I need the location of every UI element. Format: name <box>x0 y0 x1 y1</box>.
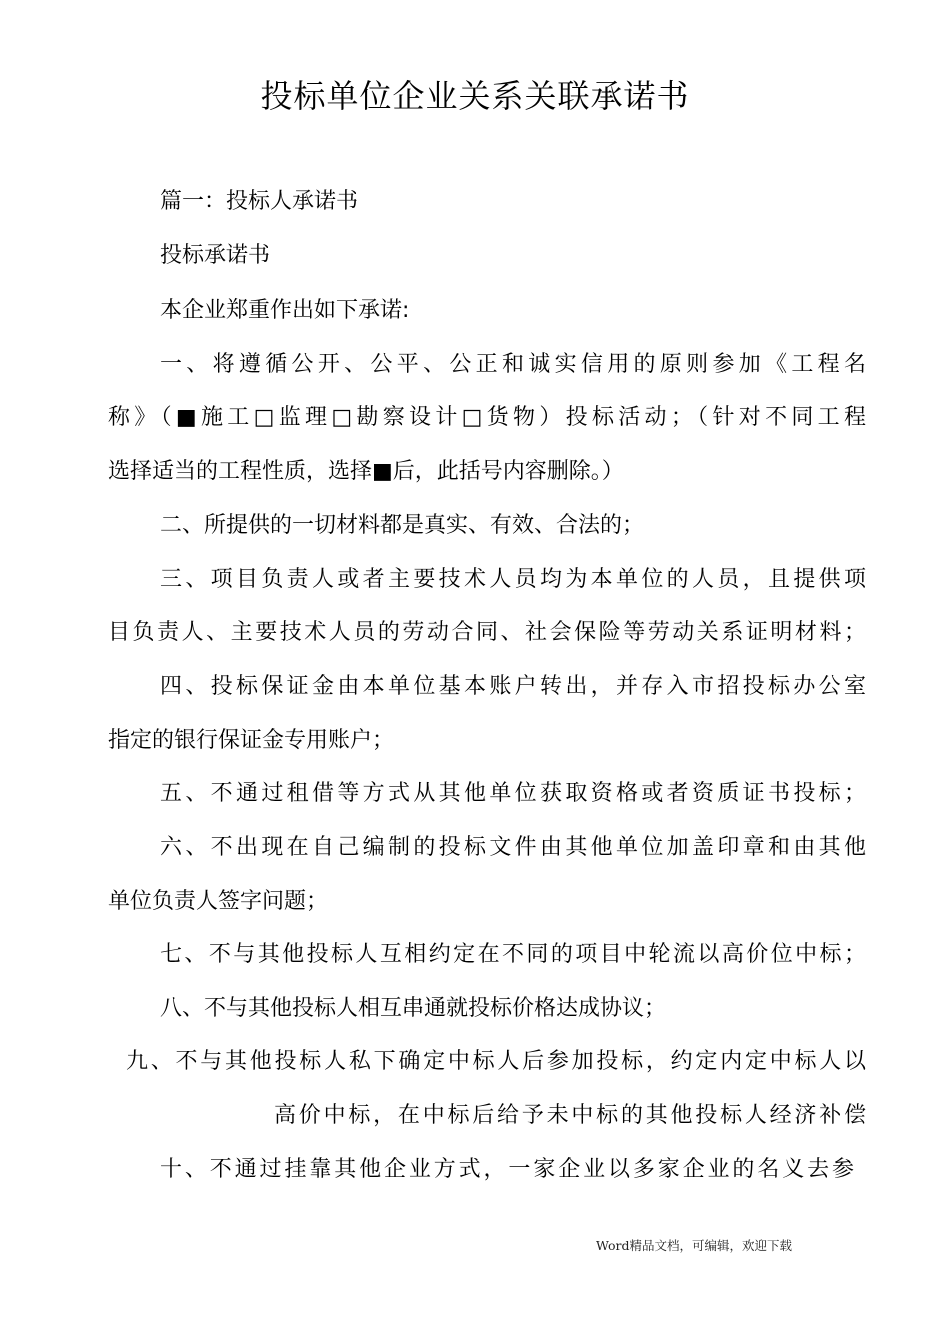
clause-2: 二、所提供的一切材料都是真实、有效、合法的； <box>160 513 645 538</box>
sub-heading: 投标承诺书 <box>160 243 271 268</box>
clause-7: 七、不与其他投标人互相约定在不同的项目中轮流以高价位中标； <box>160 942 866 967</box>
clause-6-line-1: 六、不出现在自己编制的投标文件由其他单位加盖印章和由其他 <box>160 835 866 860</box>
clause-1-line-3: 选择适当的工程性质，选择■后，此括号内容删除。） <box>108 459 624 484</box>
clause-1-line-2: 称》（■施工□监理□勘察设计□货物）投标活动；（针对不同工程 <box>108 405 866 430</box>
intro-paragraph: 本企业郑重作出如下承诺: <box>160 298 410 323</box>
clause-3-line-1: 三、项目负责人或者主要技术人员均为本单位的人员，且提供项 <box>160 567 866 592</box>
clause-5: 五、不通过租借等方式从其他单位获取资格或者资质证书投标； <box>160 781 866 806</box>
clause-9-line-1: 九、不与其他投标人私下确定中标人后参加投标，约定内定中标人以 <box>126 1049 866 1074</box>
clause-4-line-1: 四、投标保证金由本单位基本账户转出，并存入市招投标办公室 <box>160 674 866 699</box>
clause-4-line-2: 指定的银行保证金专用账户； <box>108 728 395 753</box>
document-title: 投标单位企业关系关联承诺书 <box>260 77 690 115</box>
section-heading: 篇一：投标人承诺书 <box>160 189 359 214</box>
clause-1-line-1: 一、将遵循公开、公平、公正和诚实信用的原则参加《工程名 <box>160 352 866 377</box>
clause-9-line-2: 高价中标，在中标后给予未中标的其他投标人经济补偿 <box>274 1103 866 1128</box>
clause-3-line-2: 目负责人、主要技术人员的劳动合同、社会保险等劳动关系证明材料； <box>108 620 866 645</box>
clause-10-line-1: 十、不通过挂靠其他企业方式，一家企业以多家企业的名义去参 <box>160 1157 854 1182</box>
clause-8: 八、不与其他投标人相互串通就投标价格达成协议； <box>160 996 667 1021</box>
clause-6-line-2: 单位负责人签字问题； <box>108 889 329 914</box>
footer-note: Word精品文档，可编辑，欢迎下载 <box>596 1238 793 1253</box>
